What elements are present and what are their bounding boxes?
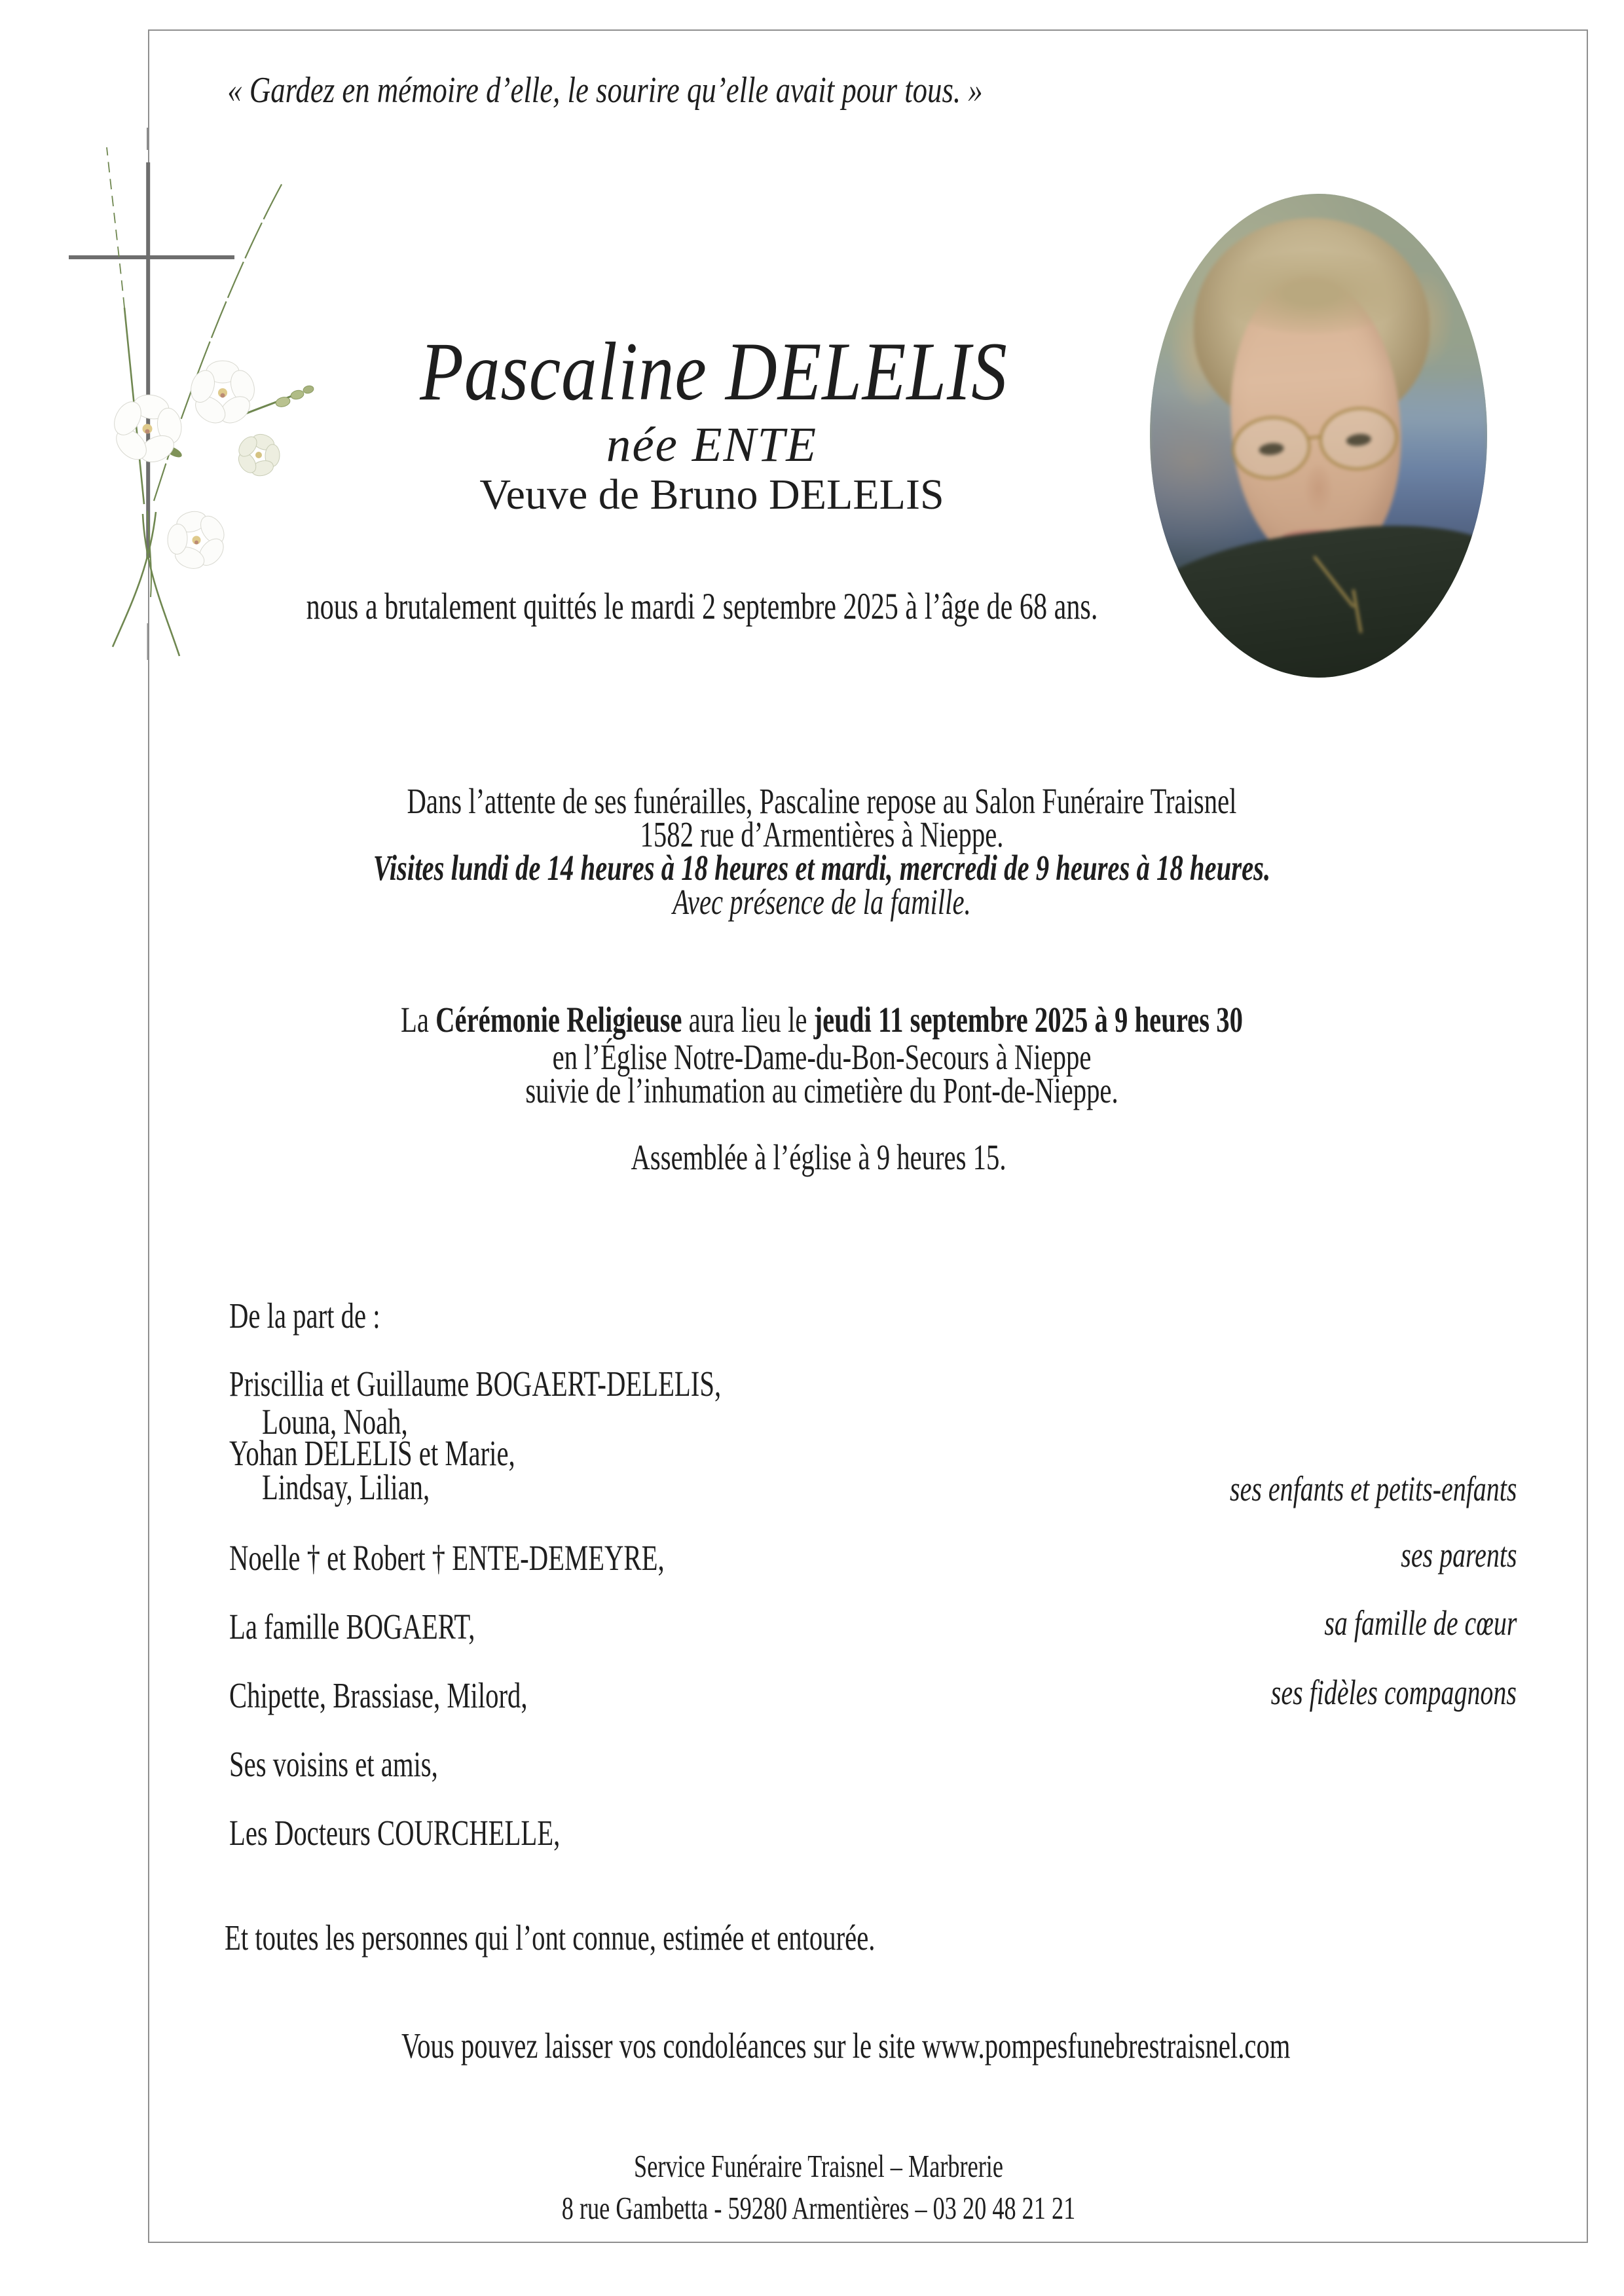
mourner-line: Lindsay, Lilian, [262,1467,430,1507]
family-presence-line: Avec présence de la famille. [673,882,971,922]
mourner-line: Ses voisins et amis, [229,1744,438,1784]
mourner-line: La famille BOGAERT, [229,1607,475,1647]
relationship-label: ses enfants et petits-enfants [1229,1469,1517,1508]
repose-line1: Dans l’attente de ses funérailles, Pascaline repose au Salon Funéraire Traisnel [407,781,1237,821]
deceased-name: Pascaline DELELIS [420,326,1008,418]
footer-company: Service Funéraire Traisnel – Marbrerie [634,2148,1003,2184]
relationship-label: ses parents [1400,1535,1517,1575]
mourner-line: Noelle † et Robert † ENTE-DEMEYRE, [229,1538,665,1578]
ceremony-burial: suivie de l’inhumation au cimetière du Pont-de-Nieppe. [525,1070,1118,1110]
ceremony-line1 [221,1002,1422,1038]
ceremony-name: Cérémonie Religieuse [435,1000,682,1040]
relationship-label: ses fidèles compagnons [1270,1673,1517,1712]
death-announcement: nous a brutalement quittés le mardi 2 septembre 2025 à l’âge de 68 ans. [306,586,1098,627]
condolences-line: Vous pouvez laisser vos condoléances sur le site www.pompesfunebrestraisnel.com [401,2026,1291,2066]
assembly-line: Assemblée à l’église à 9 heures 15. [631,1137,1006,1177]
repose-line2: 1582 rue d’Armentières à Nieppe. [640,814,1004,854]
ceremony-datetime: jeudi 11 septembre 2025 à 9 heures 30 [813,1000,1243,1040]
mourner-line: Les Docteurs COURCHELLE, [229,1813,561,1853]
ceremony-church: en l’Église Notre-Dame-du-Bon-Secours à Nieppe [552,1037,1092,1077]
footer-address: 8 rue Gambetta - 59280 Armentières – 03 20 48 21 21 [561,2190,1076,2226]
closing-line: Et toutes les personnes qui l’ont connue, estimée et entourée. [225,1918,876,1958]
ceremony-intro: La [401,1000,436,1040]
visits-line: Visites lundi de 14 heures à 18 heures et mardi, mercredi de 9 heures à 18 heures. [373,848,1271,888]
mourner-line: Louna, Noah, [262,1402,408,1442]
relationship-label: sa famille de cœur [1323,1603,1517,1643]
ceremony-middle: aura lieu le [682,1000,814,1040]
from-heading: De la part de : [229,1296,380,1336]
mourner-line: Chipette, Brassiase, Milord, [229,1675,528,1715]
maiden-name: née ENTE [606,418,818,472]
widow-line: Veuve de Bruno DELELIS [479,471,944,519]
mourner-line: Yohan DELELIS et Marie, [229,1433,515,1473]
hair-fringe [1217,252,1406,335]
mourner-line: Priscillia et Guillaume BOGAERT-DELELIS, [229,1364,722,1404]
memorial-quote: « Gardez en mémoire d’elle, le sourire qu’elle avait pour tous. » [227,70,983,111]
